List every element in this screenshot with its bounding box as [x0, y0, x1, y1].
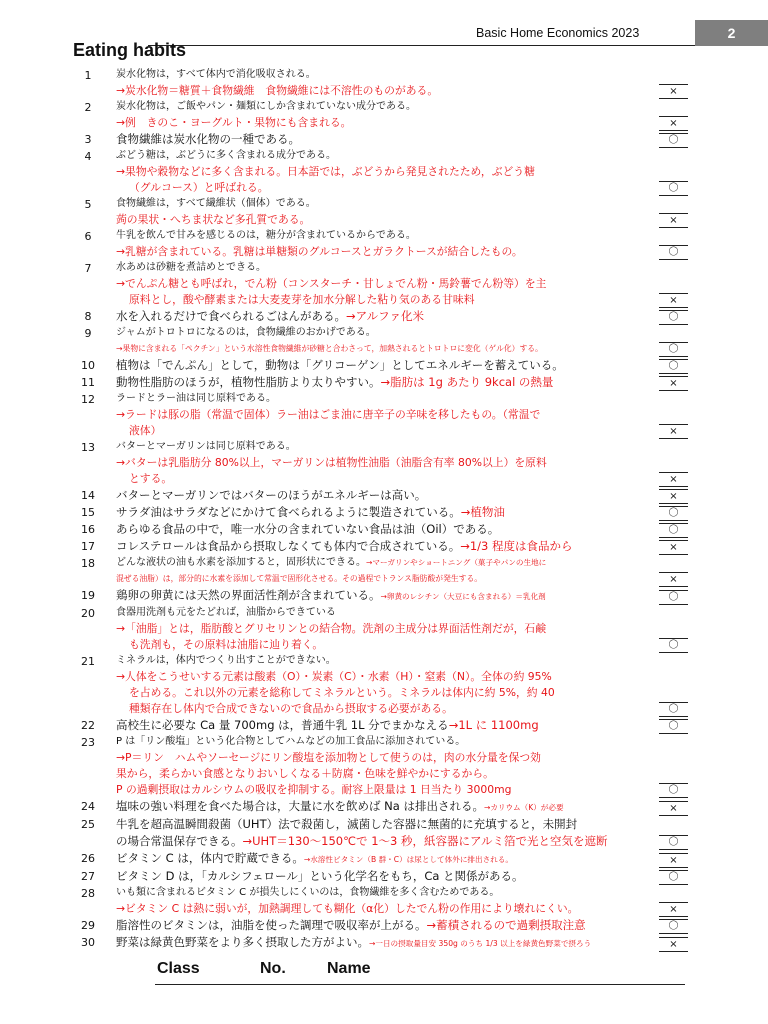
answer-mark: ×	[659, 84, 688, 99]
question-text	[116, 917, 691, 934]
answer-explanation: →人体をこうせいする元素は酸素（O）・炭素（C）・水素（H）・窒素（N）。全体の約 95%	[116, 670, 552, 683]
answer-mark: ×	[659, 572, 688, 587]
answer-note-inline: →水溶性ビタミン（B 群・C）は尿として体外に排出される。	[303, 855, 513, 864]
question-statement: 食物繊維は炭水化物の一種である。	[116, 132, 300, 146]
question-statement: コレステロールは食品から摂取しなくても体内で合成されている。	[116, 539, 461, 553]
question-number: 13	[81, 441, 95, 454]
question-number: 10	[81, 359, 95, 372]
footer-rule	[155, 984, 685, 985]
question-text	[116, 587, 691, 605]
answer-note-inline: →UHT＝130～150℃で 1～3 秒，紙容器にアルミ箔で光と空気を遮断	[242, 834, 608, 848]
question-number: 18	[81, 557, 95, 570]
question-statement: 鶏卵の卵黄には天然の界面活性剤が含まれている。	[116, 588, 381, 602]
answer-mark: ×	[659, 489, 688, 504]
question-item	[76, 487, 688, 504]
number-label: No.	[260, 960, 286, 977]
question-text	[116, 391, 691, 407]
answer-explanation: →ビタミン C は熱に弱いが，加熱調理しても糊化（α化）したでん粉の作用により壊れにくい。	[116, 902, 579, 915]
question-text	[116, 228, 691, 244]
answer-explanation: 液体）	[129, 424, 162, 437]
answer-explanation: 果から，柔らかい食感となりおいしくなる＋防腐・色味を鮮やかにするから。	[116, 767, 494, 780]
answer-mark: 〇	[659, 506, 688, 521]
question-number: 9	[84, 327, 92, 340]
question-item	[76, 504, 688, 521]
question-statement: P は「リン酸塩」という化合物としてハムなどの加工食品に添加されている。	[116, 736, 466, 747]
question-item	[76, 521, 688, 538]
answer-mark: ×	[659, 853, 688, 868]
question-number: 3	[84, 133, 92, 146]
question-number: 21	[81, 655, 95, 668]
question-item	[76, 653, 688, 717]
question-number: 22	[81, 719, 95, 732]
answer-explanation: →果物に含まれる「ペクチン」という水溶性食物繊維が砂糖と合わさって，加熱されるとトロトロに変化（ゲル化）する。	[116, 344, 543, 353]
answer-mark: 〇	[659, 783, 688, 798]
answer-mark: 〇	[659, 870, 688, 885]
question-item	[76, 868, 688, 885]
question-statement: 水あめは砂糖を煮詰めとできる。	[116, 262, 266, 273]
question-item	[76, 717, 688, 734]
answer-mark: 〇	[659, 359, 688, 374]
header-rule	[148, 45, 695, 46]
answer-note-inline: →1L に 1100mg	[448, 718, 539, 732]
answer-explanation: を占める。これ以外の元素を総称してミネラルという。ミネラルは体内に約 5%，約 40	[129, 686, 555, 699]
question-item	[76, 67, 688, 99]
question-number: 25	[81, 818, 95, 831]
question-statement: どんな液状の油も水素を添加すると，固形状にできる。	[116, 557, 366, 568]
answer-note-inline: →脂肪は 1g あたり 9kcal の熱量	[380, 375, 554, 389]
answer-mark: 〇	[659, 523, 688, 538]
question-item	[76, 917, 688, 934]
class-label: Class	[157, 960, 200, 977]
question-statement: 植物は「でんぷん」として，動物は「グリコーゲン」としてエネルギーを蓄えている。	[116, 358, 564, 372]
question-statement: ラードとラー油は同じ原料である。	[116, 393, 276, 404]
question-text	[116, 67, 691, 83]
answer-mark: ×	[659, 376, 688, 391]
question-statement: 脂溶性のビタミンは，油脂を使った調理で吸収率が上がる。	[116, 918, 427, 932]
answer-explanation: 原料とし，酸や酵素または大麦麦芽を加水分解した粘り気のある甘味料	[129, 293, 475, 306]
answer-note-inline: →1/3 程度は食品から	[460, 539, 573, 553]
question-statement: 高校生に必要な Ca 量 700mg は，普通牛乳 1L 分でまかなえる	[116, 718, 449, 732]
question-statement: 食器用洗剤も元をたどれば，油脂からできている	[116, 607, 336, 618]
question-statement: ビタミン C は，体内で貯蔵できる。	[116, 851, 304, 865]
question-item	[76, 357, 688, 374]
answer-mark: 〇	[659, 245, 688, 260]
answer-mark: ×	[659, 293, 688, 308]
answer-mark: ×	[659, 213, 688, 228]
question-number: 1	[84, 69, 92, 82]
question-item	[76, 555, 688, 587]
answer-explanation: →炭水化物＝糖質＋食物繊維 食物繊維には不溶性のものがある。	[116, 84, 439, 97]
question-item	[76, 885, 688, 917]
question-number: 27	[81, 870, 95, 883]
answer-explanation: 蒟の果状・へちま状など多孔質である。	[116, 213, 311, 226]
answer-note-inline: →一日の摂取量目安 350g のうち 1/3 以上を緑黄色野菜で摂ろう	[369, 939, 592, 948]
question-text	[116, 487, 691, 504]
answer-note-inline: →蓄積されるので過剰摂取注意	[426, 918, 586, 932]
question-item	[76, 99, 688, 131]
question-statement: 水を入れるだけで食べられるごはんがある。	[116, 309, 346, 323]
question-statement: 食物繊維は，すべて繊維状（個体）である。	[116, 198, 316, 209]
answer-explanation: →P＝リン ハムやソーセージにリン酸塩を添加物として使うのは，肉の水分量を保つ効	[116, 751, 541, 764]
question-text	[116, 99, 691, 115]
question-text	[116, 605, 691, 621]
question-text	[116, 521, 691, 538]
answer-explanation: 種類存在し体内で合成できないので食品から摂取する必要がある。	[129, 702, 453, 715]
answer-note-inline: →カリウム（K）が必要	[483, 803, 564, 812]
question-text	[116, 934, 691, 952]
answer-note-inline: →マーガリンやショートニング（菓子やパンの生地に	[366, 558, 547, 567]
question-item	[76, 374, 688, 391]
question-text	[116, 868, 691, 885]
question-item	[76, 131, 688, 148]
answer-mark: 〇	[659, 133, 688, 148]
question-text	[116, 798, 691, 816]
question-list	[76, 67, 688, 952]
question-statement: あらゆる食品の中で，唯一水分の含まれていない食品は油（Oil）である。	[116, 522, 500, 536]
question-statement: バターとマーガリンは同じ原料である。	[116, 441, 296, 452]
answer-mark: 〇	[659, 702, 688, 717]
question-item	[76, 587, 688, 605]
question-text	[116, 538, 691, 555]
answer-note-inline: →植物油	[460, 505, 505, 519]
answer-explanation: 混ぜる油脂）は，部分的に水素を添加して常温で固形化させる。その過程でトランス脂肪酸が発生する。	[116, 574, 483, 583]
question-statement: ジャムがトロトロになるのは，食物繊維のおかげである。	[116, 327, 376, 338]
question-statement: 炭水化物は，ご飯やパン・麺類にしか含まれていない成分である。	[116, 101, 416, 112]
question-text	[116, 357, 691, 374]
question-statement: 動物性脂肪のほうが，植物性脂肪より太りやすい。	[116, 375, 381, 389]
answer-mark: 〇	[659, 310, 688, 325]
question-number: 5	[84, 198, 92, 211]
question-text-continued	[116, 833, 691, 850]
question-number: 4	[84, 150, 92, 163]
question-statement: 塩味の強い料理を食べた場合は，大量に水を飲めば Na は排出される。	[116, 799, 484, 813]
question-statement: ビタミン D は，「カルシフェロール」という化学名をもち，Ca と関係がある。	[116, 869, 524, 883]
question-number: 30	[81, 936, 95, 949]
question-number: 8	[84, 310, 92, 323]
question-item	[76, 228, 688, 260]
name-label: Name	[327, 960, 371, 977]
answer-explanation: （グルコース）と呼ばれる。	[129, 181, 269, 194]
question-number: 11	[81, 376, 95, 389]
answer-explanation: →バターは乳脂肪分 80%以上，マーガリンは植物性油脂（油脂含有率 80%以上）を原料	[116, 456, 547, 469]
question-statement: バターとマーガリンではバターのほうがエネルギーは高い。	[116, 488, 427, 502]
answer-explanation: も洗剤も，その原料は油脂に辿り着く。	[129, 638, 324, 651]
question-text	[116, 734, 691, 750]
question-item	[76, 538, 688, 555]
answer-mark: ×	[659, 472, 688, 487]
answer-mark: ×	[659, 937, 688, 952]
question-item	[76, 308, 688, 325]
question-text	[116, 196, 691, 212]
question-statement-continued: の場合常温保存できる。	[116, 834, 243, 848]
answer-mark: 〇	[659, 719, 688, 734]
question-number: 24	[81, 800, 95, 813]
question-item	[76, 196, 688, 228]
question-number: 28	[81, 887, 95, 900]
question-number: 17	[81, 540, 95, 553]
question-text	[116, 439, 691, 455]
question-text	[116, 374, 691, 391]
question-statement: 牛乳を飲んで甘みを感じるのは，糖分が含まれているからである。	[116, 230, 416, 241]
answer-mark: 〇	[659, 181, 688, 196]
section-title: Eating habits	[73, 40, 187, 60]
answer-mark: 〇	[659, 342, 688, 357]
question-item	[76, 850, 688, 868]
question-number: 12	[81, 393, 95, 406]
question-statement: 牛乳を超高温瞬間殺菌（UHT）法で殺菌し，滅菌した容器に無菌的に充填すると，未開封	[116, 817, 578, 831]
question-number: 14	[81, 489, 95, 502]
question-text	[116, 148, 691, 164]
question-statement: ミネラルは，体内でつくり出すことができない。	[116, 655, 336, 666]
question-text	[116, 325, 691, 341]
question-item	[76, 325, 688, 357]
question-statement: サラダ油はサラダなどにかけて食べられるように製造されている。	[116, 505, 461, 519]
question-item	[76, 934, 688, 952]
answer-explanation: →ラードは豚の脂（常温で固体）ラー油はごま油に唐辛子の辛味を移したもの。（常温で	[116, 408, 541, 421]
question-statement: 炭水化物は，すべて体内で消化吸収される。	[116, 69, 316, 80]
question-item	[76, 260, 688, 308]
answer-mark: 〇	[659, 638, 688, 653]
question-item	[76, 439, 688, 487]
question-statement: いも類に含まれるビタミン C が損失しにくいのは，食物繊維を多く含むためである。	[116, 887, 500, 898]
question-text	[116, 816, 691, 833]
answer-mark: ×	[659, 902, 688, 917]
question-item	[76, 734, 688, 798]
answer-mark: ×	[659, 116, 688, 131]
question-item	[76, 148, 688, 196]
course-title: Basic Home Economics 2023	[476, 26, 640, 40]
question-number: 7	[84, 262, 92, 275]
question-text	[116, 653, 691, 669]
question-text	[116, 260, 691, 276]
question-number: 2	[84, 101, 92, 114]
question-statement: ぶどう糖は，ぶどうに多く含まれる成分である。	[116, 150, 336, 161]
question-text	[116, 717, 691, 734]
question-statement: 野菜は緑黄色野菜をより多く摂取した方がよい。	[116, 935, 369, 949]
answer-note-inline: →卵黄のレシチン（大豆にも含まれる）＝乳化剤	[380, 592, 546, 601]
answer-mark: 〇	[659, 835, 688, 850]
answer-explanation: →例 きのこ・ヨーグルト・果物にも含まれる。	[116, 116, 352, 129]
question-text	[116, 850, 691, 868]
question-number: 19	[81, 589, 95, 602]
question-number: 6	[84, 230, 92, 243]
name-field-row	[157, 960, 371, 978]
question-number: 16	[81, 523, 95, 536]
question-text	[116, 308, 691, 325]
page-number-badge: 2	[695, 20, 768, 46]
question-item	[76, 391, 688, 439]
answer-explanation: →果物や穀物などに多く含まれる。日本語では，ぶどうから発見されたため，ぶどう糖	[116, 165, 535, 178]
answer-explanation: とする。	[129, 472, 173, 485]
question-number: 23	[81, 736, 95, 749]
question-number: 15	[81, 506, 95, 519]
answer-mark: 〇	[659, 590, 688, 605]
answer-explanation: →乳糖が含まれている。乳糖は単糖類のグルコースとガラクトースが結合したもの。	[116, 245, 523, 258]
question-item	[76, 798, 688, 816]
question-text	[116, 504, 691, 521]
answer-mark: ×	[659, 540, 688, 555]
question-item	[76, 816, 688, 850]
answer-explanation: P の過剰摂取はカルシウムの吸収を抑制する。耐容上限量は 1 日当たり 3000mg	[116, 783, 512, 796]
question-text	[116, 555, 691, 571]
answer-mark: ×	[659, 424, 688, 439]
question-item	[76, 605, 688, 653]
question-text	[116, 885, 691, 901]
answer-explanation: →でんぷん糖とも呼ばれ，でん粉（コンスターチ・甘しょでん粉・馬鈴薯でん粉等）を主	[116, 277, 547, 290]
question-number: 20	[81, 607, 95, 620]
question-number: 26	[81, 852, 95, 865]
answer-mark: ×	[659, 801, 688, 816]
answer-explanation: →「油脂」とは，脂肪酸とグリセリンとの結合物。洗剤の主成分は界面活性剤だが，石鹸	[116, 622, 547, 635]
question-number: 29	[81, 919, 95, 932]
answer-note-inline: →アルファ化米	[346, 309, 424, 323]
answer-mark: 〇	[659, 919, 688, 934]
question-text	[116, 131, 691, 148]
